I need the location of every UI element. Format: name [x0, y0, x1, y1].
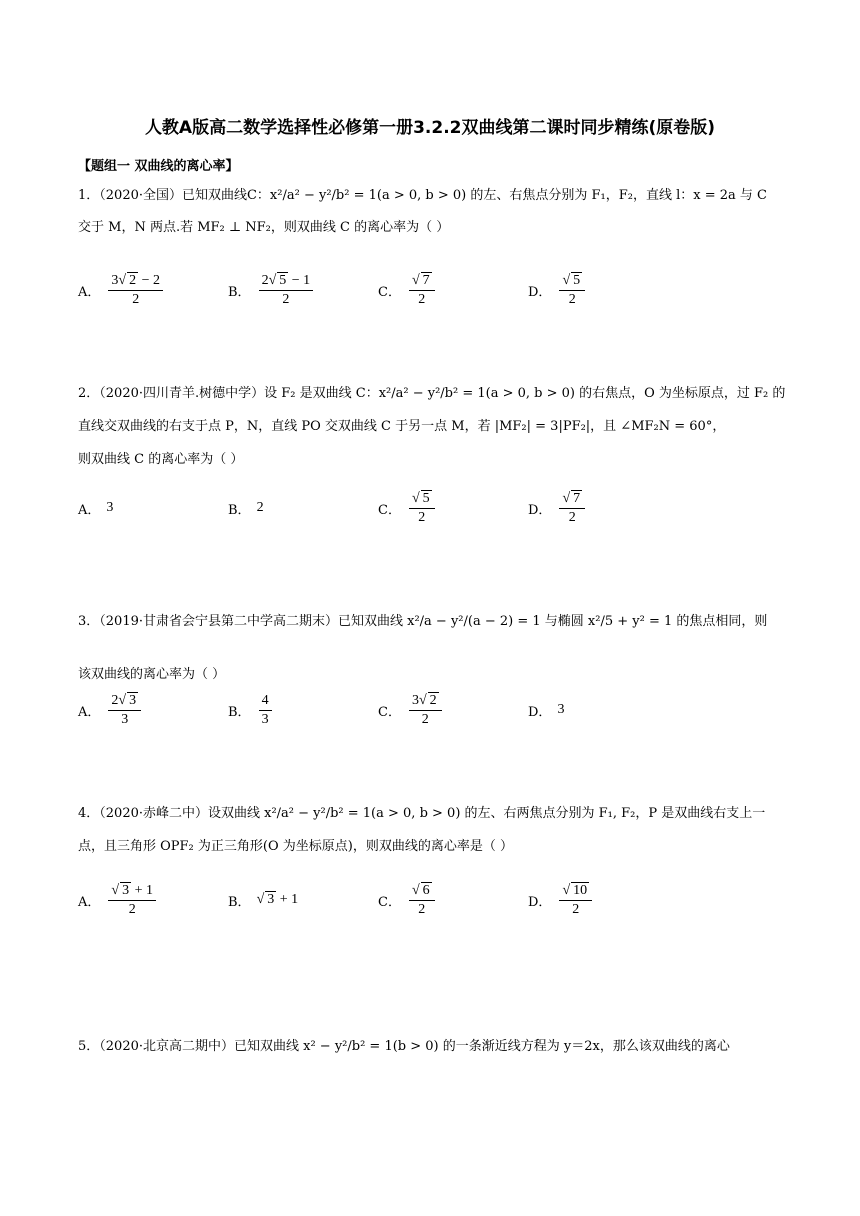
option-label: A． [78, 704, 101, 720]
question-1-line-1: 1．（2020·全国）已知双曲线C：x²/a² − y²/b² = 1(a > 0, b > 0) 的左、右焦点分别为 F₁，F₂，直线 l：x = 2a 与 C [78, 188, 767, 203]
question-2-line-2: 直线交双曲线的右支于点 P，N，直线 PO 交双曲线 C 于另一点 M，若 |MF₂| = 3|PF₂|，且 ∠MF₂N = 60°， [78, 419, 726, 434]
option-a [78, 483, 113, 533]
option-value: $\frac{4}{3}$ [257, 692, 274, 729]
option-value: √ $\frac{3 + 1}{2}$ [106, 882, 158, 919]
option-d [528, 483, 587, 533]
option-value: √ $\frac{7}{2}$ [557, 490, 587, 527]
option-d [528, 875, 594, 925]
option-value: √ $\frac{5}{2}$ [557, 272, 587, 309]
option-label: A． [78, 284, 101, 300]
option-value: 2 [256, 500, 264, 515]
option-value: $\frac{3√ 2 - 2}{2}$ [106, 272, 165, 309]
page-title: 人教A版高二数学选择性必修第一册3.2.2双曲线第二课时同步精练(原卷版) [144, 118, 716, 138]
option-label: C． [378, 704, 401, 720]
option-a [78, 875, 158, 925]
question-1-options [78, 265, 798, 315]
question-3-line-2: 该双曲线的离心率为（ ） [78, 667, 226, 682]
option-c [378, 483, 437, 533]
question-3-options [78, 685, 798, 735]
question-4-options [78, 875, 798, 925]
option-a [78, 685, 143, 735]
option-label: D． [528, 284, 552, 300]
option-value: $\frac{2√ 3}{3}$ [106, 692, 143, 729]
question-4-line-1: 4．（2020·赤峰二中）设双曲线 x²/a² − y²/b² = 1(a > 0, b > 0) 的左、右两焦点分别为 F₁, F₂，P 是双曲线右支上一 [78, 806, 766, 821]
option-value: √ $\frac{5}{2}$ [407, 490, 437, 527]
option-label: D． [528, 704, 552, 720]
question-5-line-1: 5．（2020·北京高二期中）已知双曲线 x² − y²/b² = 1(b > 0) 的一条渐近线方程为 y＝2x，那么该双曲线的离心 [78, 1039, 730, 1054]
option-label: B． [228, 284, 251, 300]
option-b [228, 265, 315, 315]
option-value: √ 3 + 1 [257, 892, 299, 908]
question-1-line-2: 交于 M，N 两点.若 MF₂ ⊥ NF₂，则双曲线 C 的离心率为（ ） [78, 220, 450, 235]
option-value: √ $\frac{10}{2}$ [557, 882, 594, 919]
option-label: A． [78, 894, 101, 910]
option-value: √ $\frac{6}{2}$ [407, 882, 437, 919]
option-label: D． [528, 502, 552, 518]
option-a [78, 265, 165, 315]
option-label: C． [378, 502, 401, 518]
option-b [228, 875, 298, 925]
option-label: A． [78, 502, 101, 518]
option-label: D． [528, 894, 552, 910]
option-label: B． [228, 502, 251, 518]
option-value: 3 [106, 500, 114, 515]
question-3-line-1: 3．（2019·甘肃省会宁县第二中学高二期末）已知双曲线 x²/a − y²/(a − 2) = 1 与椭圆 x²/5 + y² = 1 的焦点相同，则 [78, 614, 768, 629]
option-value: √ $\frac{7}{2}$ [407, 272, 437, 309]
option-label: C． [378, 894, 401, 910]
option-c [378, 685, 444, 735]
option-b [228, 483, 264, 533]
option-value: 3 [557, 702, 565, 717]
section-heading: 【题组一 双曲线的离心率】 [78, 159, 239, 174]
option-value: $\frac{3√ 2}{2}$ [407, 692, 444, 729]
question-4-line-2: 点，且三角形 OPF₂ 为正三角形(O 为坐标原点)，则双曲线的离心率是（ ） [78, 839, 513, 854]
option-d [528, 265, 587, 315]
option-label: B． [228, 894, 251, 910]
question-2-line-1: 2．（2020·四川青羊.树德中学）设 F₂ 是双曲线 C：x²/a² − y²/b² = 1(a > 0, b > 0) 的右焦点，O 为坐标原点，过 F₂ 的 [78, 386, 786, 401]
option-label: B． [228, 704, 251, 720]
question-2-options [78, 483, 798, 533]
option-value: $\frac{2√ 5 - 1}{2}$ [257, 272, 316, 309]
option-label: C． [378, 284, 401, 300]
option-b [228, 685, 274, 735]
question-2-line-3: 则双曲线 C 的离心率为（ ） [78, 452, 244, 467]
option-c [378, 265, 437, 315]
option-d [528, 685, 564, 735]
option-c [378, 875, 437, 925]
